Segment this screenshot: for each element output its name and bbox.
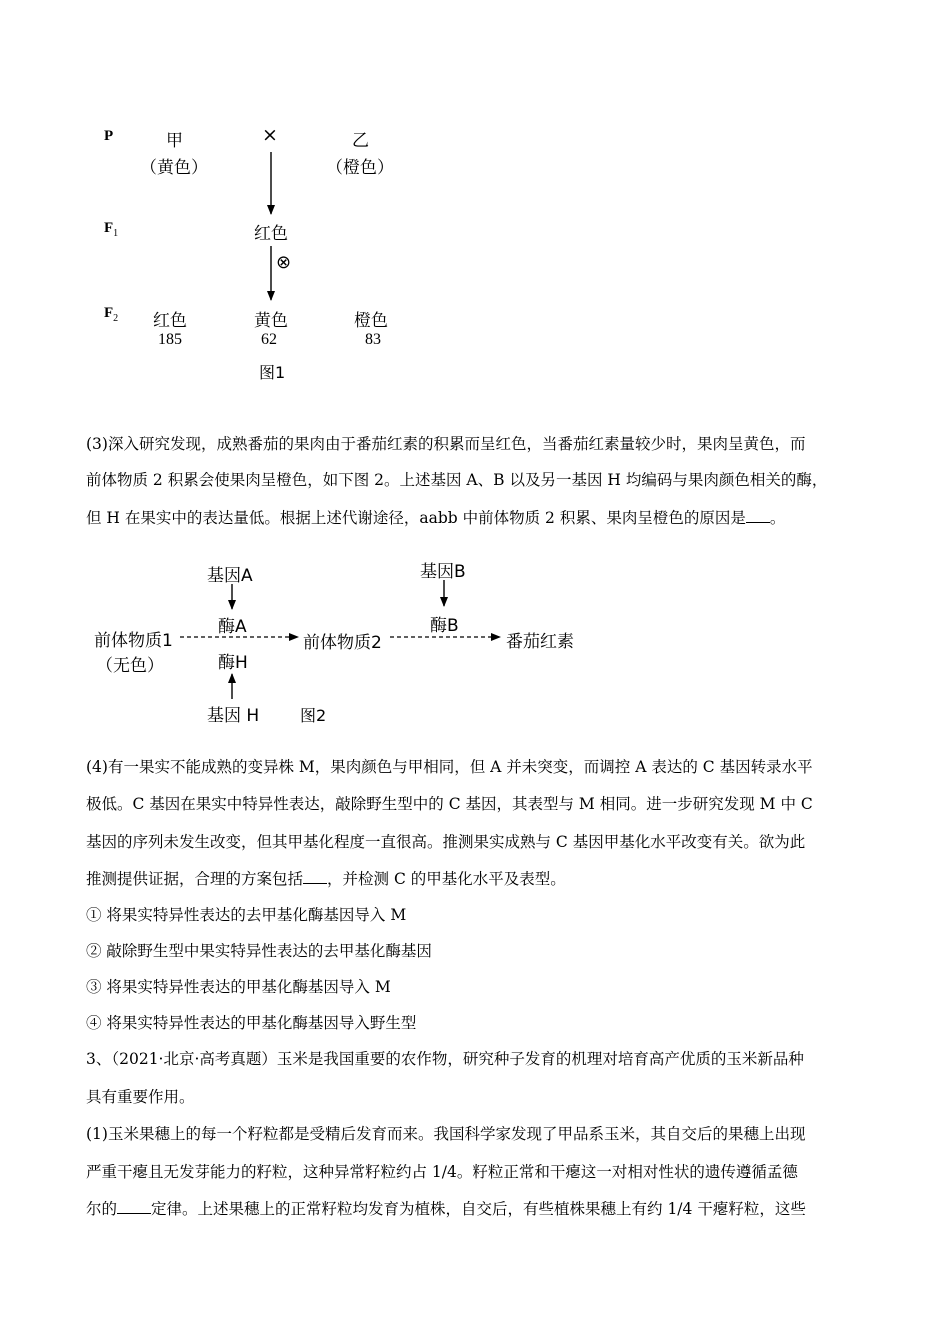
q3-line-3: 但 H 在果实中的表达量低。根据上述代谢途径，aabb 中前体物质 2 积累、果肉呈橙色的原因是 。 (86, 509, 786, 527)
cross-symbol: × (262, 124, 278, 146)
parent-yi: 乙 (352, 131, 369, 151)
gene-a-label: 基因A (207, 566, 253, 586)
enzyme-b-label: 酶B (430, 616, 459, 636)
parent-jia: 甲 (166, 131, 183, 151)
lycopene-label: 番茄红素 (506, 632, 574, 652)
f2-red-count: 185 (158, 331, 182, 348)
parent-yi-color: （橙色） (326, 158, 394, 178)
gene-h-label: 基因 H (207, 706, 260, 726)
f2-yellow-count: 62 (261, 331, 277, 348)
selfing-symbol: ⊗ (276, 252, 292, 273)
q3-line-2: 前体物质 2 积累会使果肉呈橙色，如下图 2。上述基因 A、B 以及另一基因 H 均编码与果肉颜色相关的酶， (86, 471, 828, 489)
figure-1-caption: 图1 (259, 363, 286, 382)
q4-line-2: 极低。C 基因在果实中特异性表达，敲除野生型中的 C 基因，其表型与 M 相同。进一步研究发现 M 中 C (86, 795, 813, 813)
question-3-part1-line-1: (1)玉米果穗上的每一个籽粒都是受精后发育而来。我国科学家发现了甲品系玉米，其自交后的果穗上出现 (86, 1125, 806, 1143)
q4-line-3: 基因的序列未发生改变，但其甲基化程度一直很高。推测果实成熟与 C 基因甲基化水平改变有关。欲为此 (86, 833, 806, 851)
enzyme-h-label: 酶H (218, 653, 248, 673)
parent-jia-color: （黄色） (140, 158, 208, 178)
question-3-part1-line-3: 尔的 定律。上述果穗上的正常籽粒均发育为植株，自交后，有些植株果穗上有约 1/4 干瘪籽粒，这些 (86, 1200, 806, 1218)
f2-yellow: 黄色 (254, 311, 288, 331)
precursor-1-note: （无色） (96, 656, 164, 676)
question-3-part1-line-2: 严重干瘪且无发芽能力的籽粒，这种异常籽粒约占 1/4。籽粒正常和干瘪这一对相对性状的遗传遵循孟德 (86, 1163, 798, 1181)
generation-f1-label: $F_1$ (104, 220, 119, 239)
q4-option-3: ③ 将果实特异性表达的甲基化酶基因导入 M (86, 978, 391, 996)
generation-p-label: P (104, 128, 114, 144)
f1-phenotype: 红色 (254, 224, 288, 244)
figure-2-caption: 图2 (300, 706, 327, 725)
question-3-line-1: 3、（2021·北京·高考真题）玉米是我国重要的农作物，研究种子发育的机理对培育高产优质的玉米新品种 (86, 1050, 804, 1068)
f2-orange-count: 83 (365, 331, 381, 348)
enzyme-a-label: 酶A (218, 617, 247, 637)
q4-line-4: 推测提供证据，合理的方案包括 ，并检测 C 的甲基化水平及表型。 (86, 870, 566, 888)
q3-line-1: (3)深入研究发现，成熟番茄的果肉由于番茄红素的积累而呈红色，当番茄红素量较少时，果肉呈黄色，而 (86, 435, 806, 453)
question-3-line-2: 具有重要作用。 (86, 1088, 195, 1106)
precursor-2-label: 前体物质2 (303, 633, 382, 653)
q4-line-1: (4)有一果实不能成熟的变异株 M，果肉颜色与甲相同，但 A 并未突变，而调控 A 表达的 C 基因转录水平 (86, 758, 813, 776)
q4-option-1: ① 将果实特异性表达的去甲基化酶基因导入 M (86, 906, 407, 924)
precursor-1-label: 前体物质1 (94, 631, 173, 651)
q4-option-4: ④ 将果实特异性表达的甲基化酶基因导入野生型 (86, 1014, 417, 1032)
gene-b-label: 基因B (420, 562, 466, 582)
q4-option-2: ② 敲除野生型中果实特异性表达的去甲基化酶基因 (86, 942, 432, 960)
f2-orange: 橙色 (354, 311, 388, 331)
generation-f2-label: $F_2$ (104, 305, 119, 324)
f2-red: 红色 (153, 311, 187, 331)
